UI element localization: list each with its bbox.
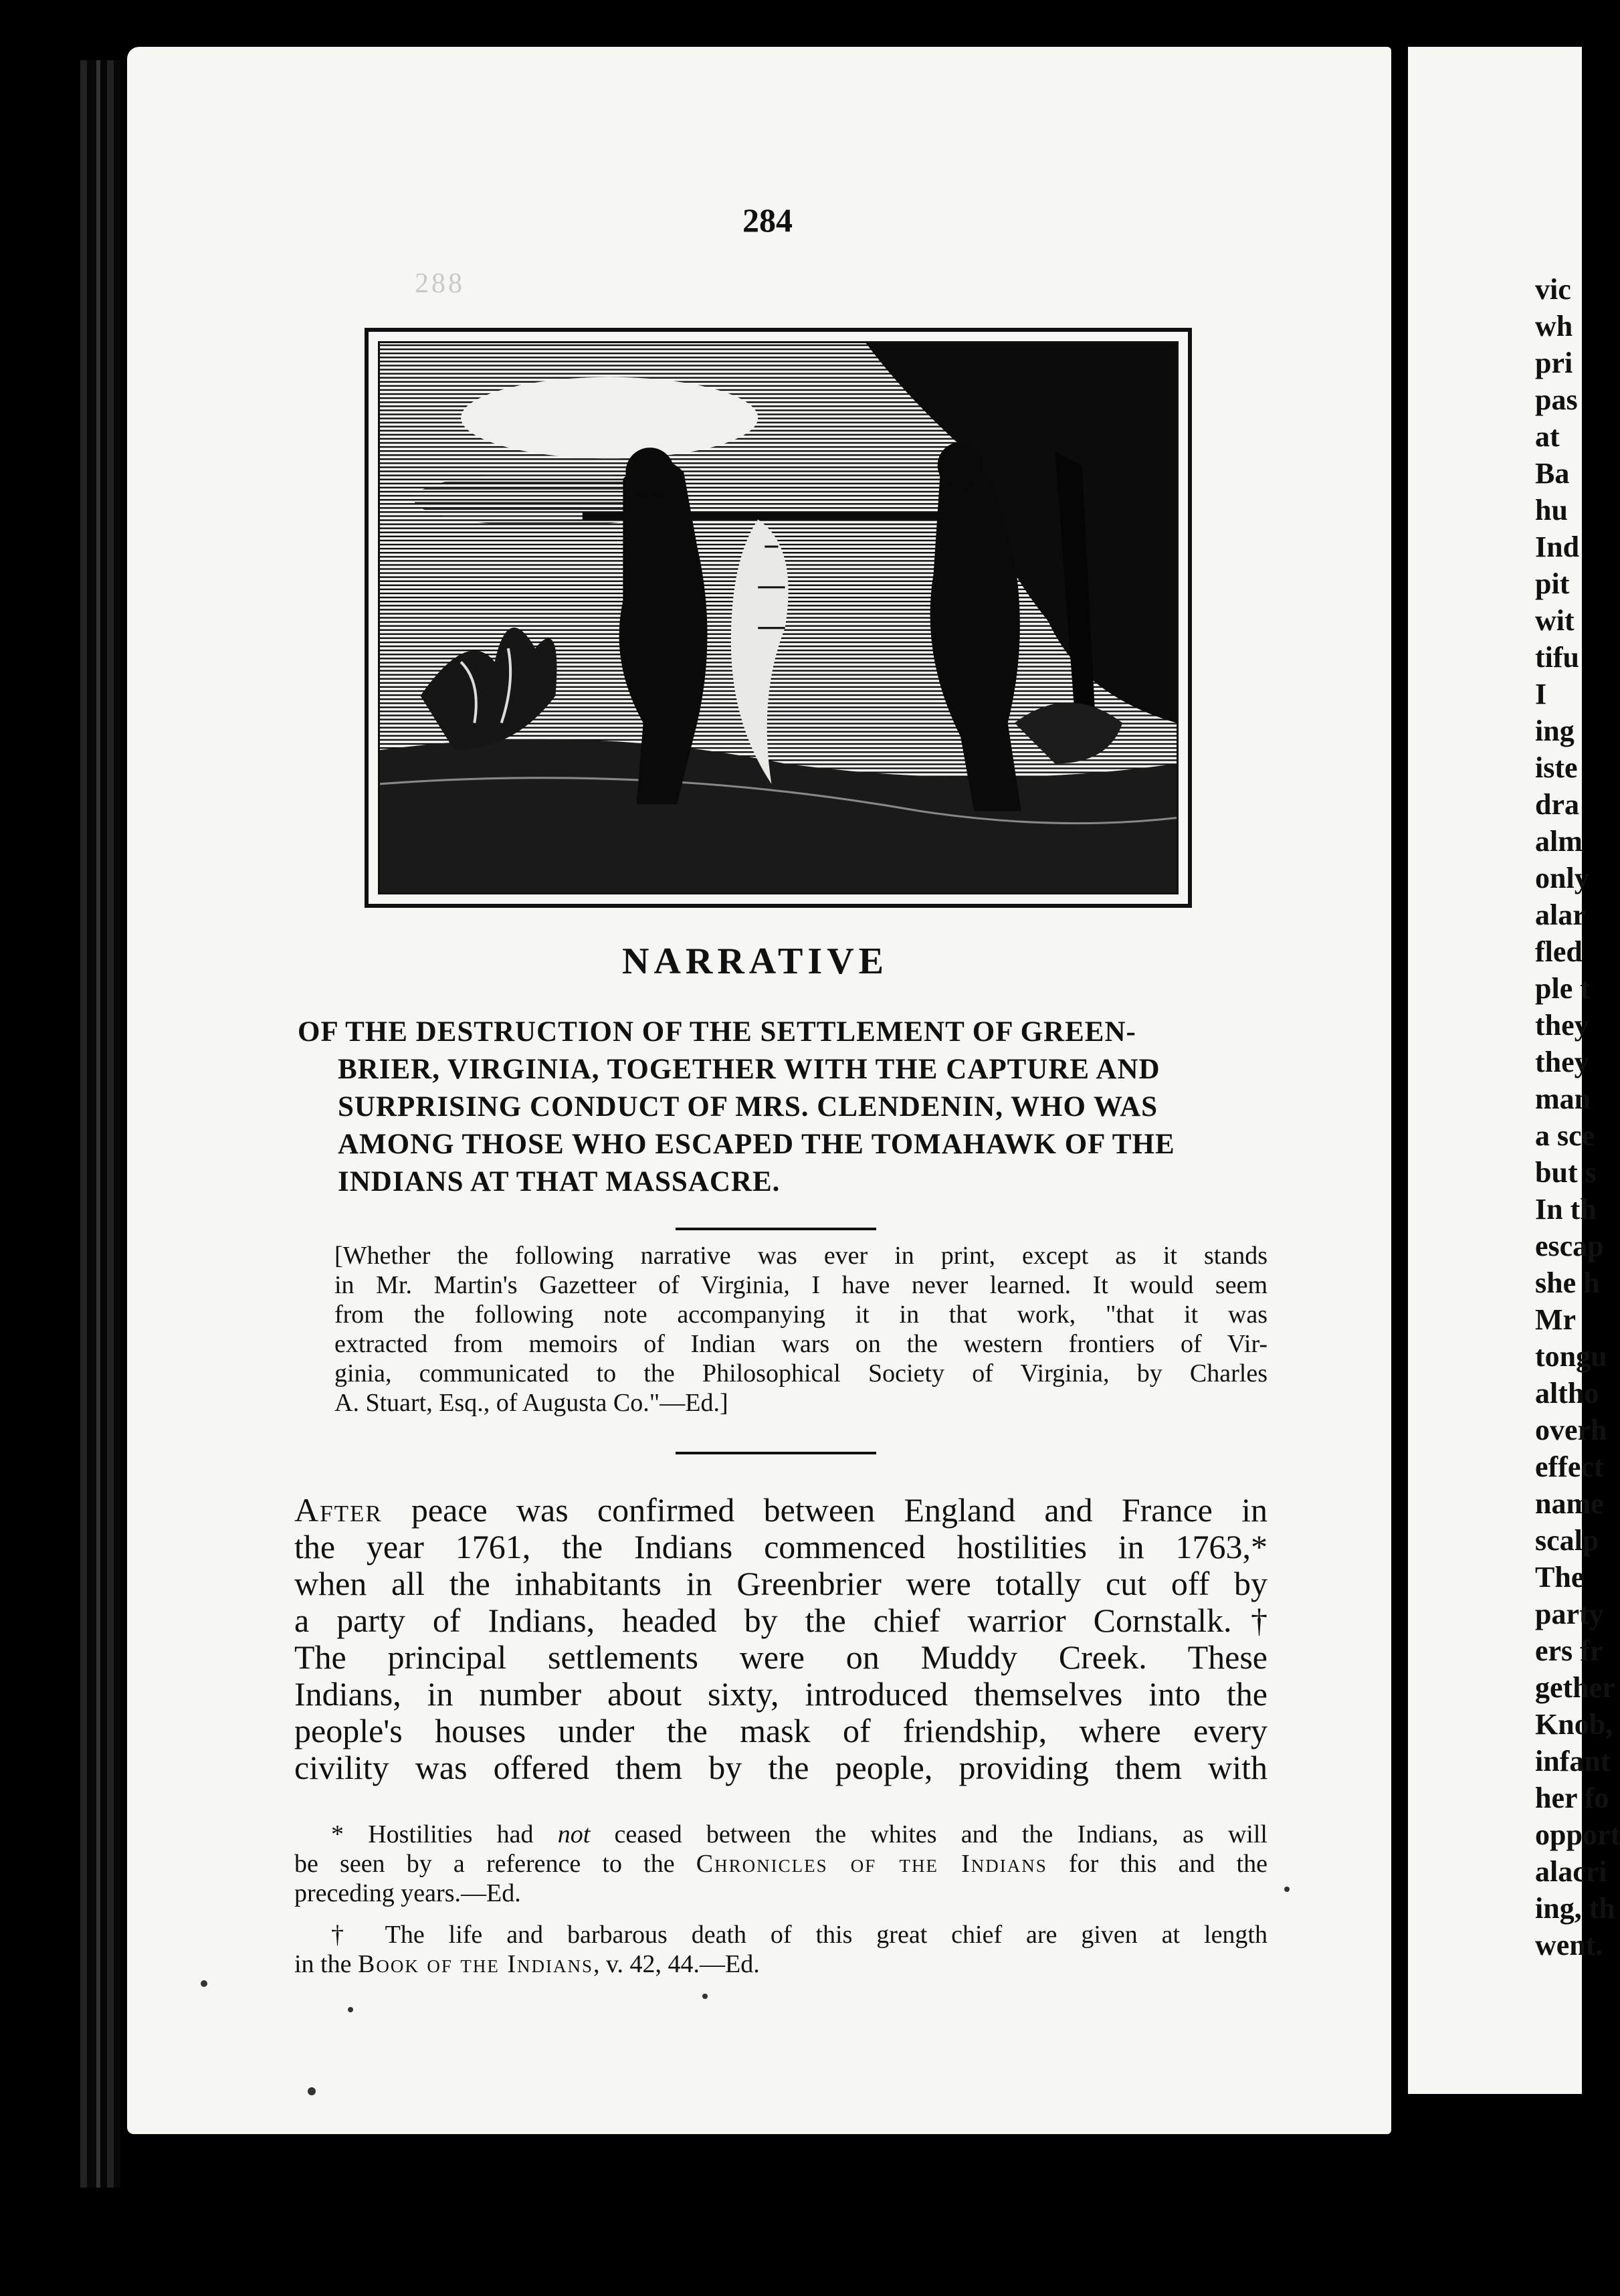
subtitle-line: BRIER, VIRGINIA, TOGETHER WITH THE CAPTURE AND [338,1054,1160,1085]
facing-page-fragment: I [1535,678,1547,710]
facing-page-fragment: effect [1535,1450,1604,1483]
carrying-pole [583,512,960,519]
subtitle-line: OF THE DESTRUCTION OF THE SETTLEMENT OF GREEN- [298,1016,1136,1048]
woodcut-scene [380,343,1177,892]
facing-page-fragment: Mr [1535,1303,1577,1336]
drop-word: After [294,1491,383,1529]
facing-page-fragment: alar [1535,898,1586,931]
facing-page-fragment: wit [1535,604,1575,637]
facing-page-fragment: Ba [1535,457,1570,490]
facing-page-fragment: her fo [1535,1782,1609,1814]
footnotes [294,1820,1268,1979]
show-through-running-head: 288 [415,268,465,299]
facing-page-fragment: The [1535,1561,1585,1594]
facing-page-fragment: tifu [1535,641,1579,674]
book-binding-edge [80,60,120,2188]
facing-page-fragment: gether [1535,1671,1615,1704]
footnote-1-line-1: * Hostilities had not ceased between the whites and the Indians, as will [331,1820,1268,1848]
facing-page-fragment: she h [1535,1266,1600,1299]
facing-page-fragment: ing, th [1535,1892,1615,1925]
facing-page-fragment: pri [1535,347,1573,379]
editor-note-line: A. Stuart, Esq., of Augusta Co."—Ed.] [334,1389,728,1417]
woodcut-illustration [365,328,1192,908]
footnote-1-line-3: preceding years.—Ed. [294,1879,521,1907]
facing-page-fragment: hu [1535,494,1568,527]
divider-rule-bottom [676,1452,876,1454]
body-line: The principal settlements were on Muddy Creek. These [294,1638,1268,1676]
divider-rule-top [676,1228,876,1230]
facing-page-fragment: ing [1535,714,1575,747]
editor-note-line: ginia, communicated to the Philosophical Society of Virginia, by Charles [334,1359,1268,1388]
editor-note-line: in Mr. Martin's Gazetteer of Virginia, I have never learned. It would seem [334,1271,1268,1299]
scan-speck [308,2087,316,2095]
body-line: a party of Indians, headed by the chief warrior Cornstalk.† [294,1602,1268,1639]
subtitle-line: INDIANS AT THAT MASSACRE. [338,1166,781,1198]
facing-page-fragment: alacri [1535,1855,1607,1888]
facing-page-fragment: alm [1535,825,1583,858]
facing-page-fragment: overh [1535,1414,1607,1446]
body-line: Indians, in number about sixty, introduced themselves into the [294,1675,1268,1713]
narrative-subtitle [298,1014,1268,1201]
facing-page-fragment: escap [1535,1230,1604,1262]
facing-page-fragment: wh [1535,310,1573,343]
facing-page-fragment: Ind [1535,531,1580,563]
subtitle-line: AMONG THOSE WHO ESCAPED THE TOMAHAWK OF THE [338,1129,1175,1160]
cloud [461,377,758,459]
facing-page-fragment: a sce [1535,1119,1595,1152]
editor-note-line: [Whether the following narrative was ever in print, except as it stands [334,1242,1268,1270]
facing-page-fragment: they [1535,1009,1589,1042]
scan-speck [348,2007,353,2012]
facing-page-fragment: man [1535,1082,1591,1115]
facing-page-fragment: party [1535,1598,1604,1630]
narrative-body [294,1492,1268,1786]
body-line: the year 1761, the Indians commenced hostilities in 1763,* [294,1528,1268,1565]
footnote-2-line-1: † The life and barbarous death of this great chief are given at length [331,1921,1268,1949]
editor-note [334,1241,1268,1418]
facing-page-fragment: but s [1535,1156,1597,1189]
editor-note-line: from the following note accompanying it in that work, "that it was [334,1301,1268,1329]
footnote-1-line-2: be seen by a reference to the Chronicles of the Indians for this and the [294,1850,1268,1878]
scan-speck [702,1994,708,1999]
facing-page-fragment: infant [1535,1745,1611,1778]
facing-page-fragment: pit [1535,567,1570,600]
narrative-title: NARRATIVE [622,941,888,982]
facing-page-fragment: ple t [1535,972,1590,1005]
body-line: After peace was confirmed between England and France in [294,1491,1268,1529]
facing-page-fragment: name [1535,1487,1604,1520]
facing-page-fragment: pas [1535,383,1578,416]
facing-page-fragment: In th [1535,1193,1597,1226]
subtitle-line: SURPRISING CONDUCT OF MRS. CLENDENIN, WHO WAS [338,1091,1158,1123]
facing-page-fragment: only [1535,862,1589,894]
facing-page-fragment: scalp [1535,1524,1599,1557]
facing-page-fragment: went. [1535,1929,1603,1962]
facing-page-fragment: dra [1535,788,1579,821]
facing-page-fragment: altho [1535,1377,1599,1410]
book-page-right [1408,47,1620,2094]
facing-page-fragment: ers fr [1535,1634,1603,1667]
facing-page-fragment: vic [1535,273,1571,306]
body-line: when all the inhabitants in Greenbrier were totally cut off by [294,1565,1268,1602]
facing-page-text [1535,47,1620,1964]
facing-page-fragment: fled [1535,935,1583,968]
facing-page-fragment: at [1535,420,1560,453]
facing-page-fragment: iste [1535,751,1578,784]
body-line: civility was offered them by the people, providing them with [294,1749,1268,1786]
scan-speck [1284,1887,1290,1892]
facing-page-fragment: they [1535,1046,1589,1078]
facing-page-fragment: tongu [1535,1340,1607,1373]
facing-page-fragment: Knob, [1535,1708,1613,1741]
scan-speck [201,1980,207,1987]
facing-page-fragment: opport [1535,1818,1620,1851]
editor-note-line: extracted from memoirs of Indian wars on the western frontiers of Vir- [334,1330,1268,1358]
page-number: 284 [742,201,793,239]
footnote-2-line-2: in the Book of the Indians, v. 42, 44.—Ed. [294,1950,760,1978]
body-line: people's houses under the mask of friendship, where every [294,1712,1268,1749]
